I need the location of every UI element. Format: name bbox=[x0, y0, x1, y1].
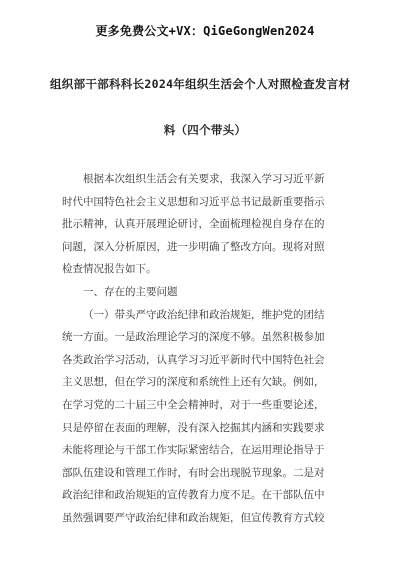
body-line: 主义思想，但在学习的深度和系统性上还有欠缺。例如， bbox=[62, 376, 325, 389]
body-line: （一）带头严守政治纪律和政治规矩，维护党的团结 bbox=[83, 308, 325, 321]
body-line: 只是停留在表面的理解，没有深入挖掘其内涵和实践要求 bbox=[62, 421, 325, 434]
body-line: 问题，深入分析原因，进一步明确了整改方向。现将对照 bbox=[62, 240, 325, 253]
body-line: 批示精神，认真开展理论研讨，全面梳理检视自身存在的 bbox=[62, 218, 325, 231]
body-line: 政治纪律和政治规矩的宣传教育力度不足。在干部队伍中 bbox=[62, 489, 325, 502]
body-line: 未能将理论与干部工作实际紧密结合，在运用理论指导于 bbox=[62, 444, 325, 457]
body-line: 根据本次组织生活会有关要求，我深入学习习近平新 bbox=[83, 173, 325, 185]
document-body bbox=[62, 168, 352, 530]
header-watermark-text: 更多免费公文+VX：QiGeGongWen2024 bbox=[95, 24, 315, 38]
body-line: 统一方面。一是政治理论学习的深度不够。虽然积极参加 bbox=[62, 331, 325, 344]
body-line: 各类政治学习活动，认真学习习近平新时代中国特色社会 bbox=[62, 353, 325, 366]
body-line: 检查情况报告如下。 bbox=[62, 263, 157, 276]
body-line: 在学习党的二十届三中全会精神时，对于一些重要论述， bbox=[62, 398, 325, 411]
body-line: 时代中国特色社会主义思想和习近平总书记最新重要指示 bbox=[62, 195, 325, 208]
document-title-line-2: 料（四个带头） bbox=[163, 123, 247, 137]
document-title-line-1: 组织部干部科科长2024年组织生活会个人对照检查发言材 bbox=[50, 77, 351, 91]
section-heading: 一、存在的主要问题 bbox=[83, 285, 178, 298]
body-line: 部队伍建设和管理工作时，有时会出现脱节现象。二是对 bbox=[62, 466, 325, 479]
body-line: 虽然强调要严守政治纪律和政治规矩，但宣传教育方式较 bbox=[62, 511, 325, 524]
